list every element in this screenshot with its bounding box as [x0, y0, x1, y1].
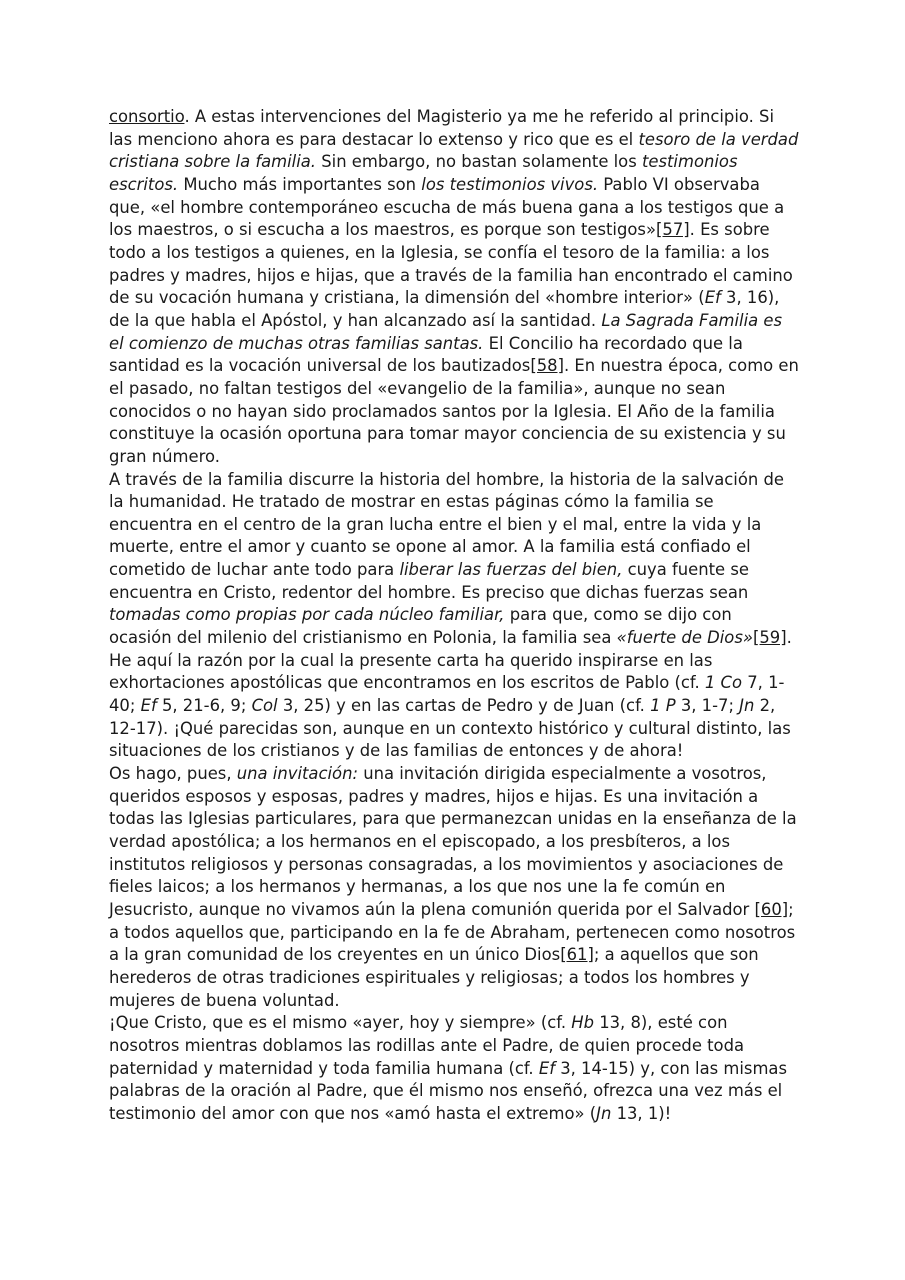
- paragraph-closing-prayer: ¡Que Cristo, que es el mismo «ayer, hoy y siempre» (cf. Hb 13, 8), esté con nosotros mientras doblamos las rodillas ante el Padre, de quien procede toda paternidad y maternidad y toda familia humana (cf. Ef 3, 14-15) y, con las mismas palabras de la oración al Padre, que él mismo nos enseñó, ofrezca una vez más el testimonio del amor con que nos «amó hasta el extremo» (Jn 13, 1)!: [109, 1013, 788, 1123]
- paragraph-history: A través de la familia discurre la historia del hombre, la historia de la salvación de la humanidad. He tratado de mostrar en estas páginas cómo la familia se encuentra en el centro de la gran lucha entre el bien y el mal, entre la vida y la muerte, entre el amor y cuanto se opone al amor. A la familia está confiado el cometido de luchar ante todo para liberar las fuerzas del bien, cuya fuente se encuentra en Cristo, redentor del hombre. Es preciso que dichas fuerzas sean tomadas como propias por cada núcleo familiar, para que, como se dijo con ocasión del milenio del cristianismo en Polonia, la familia sea «fuerte de Dios»[59]. He aquí la razón por la cual la presente carta ha querido inspirarse en las exhortaciones apostólicas que encontramos en los escritos de Pablo (cf. 1 Co 7, 1-40; Ef 5, 21-6, 9; Col 3, 25) y en las cartas de Pedro y de Juan (cf. 1 P 3, 1-7; Jn 2, 12-17). ¡Qué parecidas son, aunque en un contexto histórico y cultural distinto, las situaciones de los cristianos y de las familias de entonces y de ahora!: [109, 469, 792, 761]
- footnote-58-link[interactable]: [58]: [530, 356, 564, 376]
- familiaris-consortio-link[interactable]: consortio: [109, 107, 185, 126]
- footnote-57-link[interactable]: [57]: [656, 220, 690, 240]
- footnote-59-link[interactable]: [59]: [752, 628, 787, 648]
- footnote-60-link[interactable]: [60]: [754, 899, 789, 919]
- paragraph-invitation: Os hago, pues, una invitación: una invitación dirigida especialmente a vosotros, queridos esposos y esposas, padres y madres, hijos e hijas. Es una invitación a todas las Iglesias particulares, para que permanezcan unidas en la enseñanza de la verdad apostólica; a los hermanos en el episcopado, a los presbíteros, a los institutos religiosos y personas consagradas, a los movimientos y asociaciones de fieles laicos; a los hermanos y hermanas, a los que nos une la fe común en Jesucristo, aunque no vivamos aún la plena comunión querida por el Salvador [60]; a todos aquellos que, participando en la fe de Abraham, pertenecen como nosotros a la gran comunidad de los creyentes en un único Dios[61]; a aquellos que son herederos de otras tradiciones espirituales y religiosas; a todos los hombres y mujeres de buena voluntad.: [109, 764, 797, 1010]
- document-page: [109, 106, 799, 1126]
- footnote-61-link[interactable]: [61]: [560, 945, 594, 965]
- paragraph-testimonies: consortio. A estas intervenciones del Magisterio ya me he referido al principio. Si las menciono ahora es para destacar lo extenso y rico que es el tesoro de la verdad cristiana sobre la familia. Sin embargo, no bastan solamente los testimonios escritos. Mucho más importantes son los testimonios vivos. Pablo VI observaba que, «el hombre contemporáneo escucha de más buena gana a los testigos que a los maestros, o si escucha a los maestros, es porque son testigos»[57]. Es sobre todo a los testigos a quienes, en la Iglesia, se confía el tesoro de la familia: a los padres y madres, hijos e hijas, que a través de la familia han encontrado el camino de su vocación humana y cristiana, la dimensión del «hombre interior» (Ef 3, 16), de la que habla el Apóstol, y han alcanzado así la santidad. La Sagrada Familia es el comienzo de muchas otras familias santas. El Concilio ha recordado que la santidad es la vocación universal de los bautizados[58]. En nuestra época, como en el pasado, no faltan testigos del «evangelio de la familia», aunque no sean conocidos o no hayan sido proclamados santos por la Iglesia. El Año de la familia constituye la ocasión oportuna para tomar mayor conciencia de su existencia y su gran número.: [109, 107, 799, 466]
